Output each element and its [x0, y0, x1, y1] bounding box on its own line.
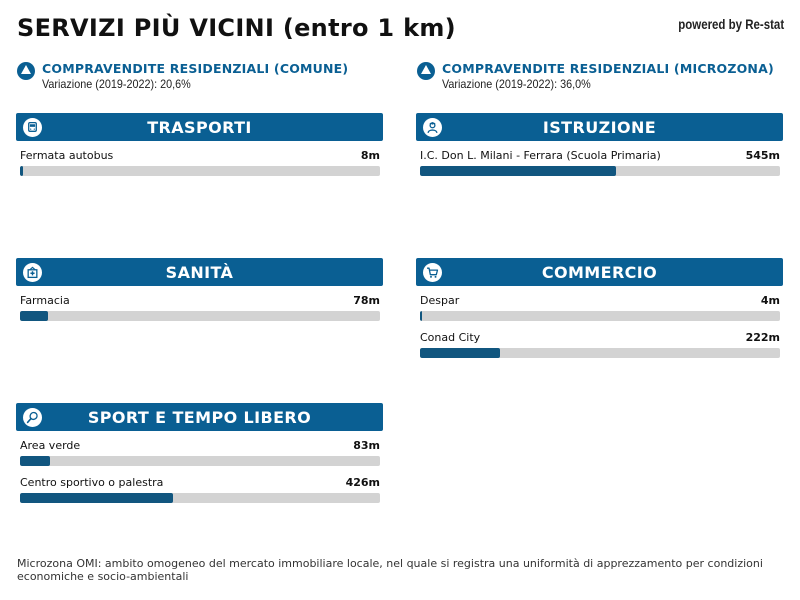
- service-name: Farmacia: [20, 294, 70, 307]
- service-item: [20, 149, 380, 176]
- trend-subtitle: Variazione (2019-2022): 36,0%: [442, 77, 591, 91]
- trend-microzona: [417, 61, 774, 91]
- service-item: [20, 294, 380, 321]
- tennis-icon: [23, 408, 42, 427]
- powered-by-logo: powered by Re-stat: [678, 16, 784, 32]
- service-item: [20, 476, 380, 503]
- footnote: Microzona OMI: ambito omogeneo del mercato immobiliare locale, nel quale si registra una uniformità di apprezzamento per condizioni economiche e socio-ambientali: [17, 557, 763, 583]
- distance-bar: [20, 493, 380, 503]
- hospital-icon: [23, 263, 42, 282]
- section-header: [416, 258, 783, 286]
- service-distance: 545m: [745, 149, 780, 162]
- trend-comune: [17, 61, 348, 91]
- service-name: Fermata autobus: [20, 149, 114, 162]
- service-distance: 8m: [360, 149, 380, 162]
- service-item: [420, 331, 780, 358]
- section-header: [16, 258, 383, 286]
- service-item: [420, 149, 780, 176]
- section-commercio: [416, 258, 783, 358]
- page-title: SERVIZI PIÙ VICINI (entro 1 km): [17, 14, 456, 42]
- distance-bar-fill: [420, 311, 422, 321]
- service-distance: 4m: [760, 294, 780, 307]
- section-trasporti: [16, 113, 383, 176]
- distance-bar-fill: [20, 166, 23, 176]
- section-header: [16, 403, 383, 431]
- service-item: [20, 439, 380, 466]
- service-distance: 426m: [345, 476, 380, 489]
- distance-bar-fill: [420, 166, 616, 176]
- distance-bar-fill: [420, 348, 500, 358]
- section-sport: [16, 403, 383, 503]
- trend-title: COMPRAVENDITE RESIDENZIALI (MICROZONA): [442, 61, 774, 76]
- section-header: [416, 113, 783, 141]
- section-title: SPORT E TEMPO LIBERO: [87, 407, 312, 427]
- bus-icon: [23, 118, 42, 137]
- section-istruzione: [416, 113, 783, 176]
- distance-bar: [20, 166, 380, 176]
- section-title: SANITÀ: [165, 262, 234, 282]
- distance-bar-fill: [20, 311, 48, 321]
- section-title: ISTRUZIONE: [542, 117, 657, 137]
- service-item: [420, 294, 780, 321]
- service-name: Centro sportivo o palestra: [20, 476, 164, 489]
- service-name: Despar: [420, 294, 460, 307]
- service-name: Conad City: [420, 331, 481, 344]
- distance-bar-fill: [20, 493, 173, 503]
- service-name: I.C. Don L. Milani - Ferrara (Scuola Primaria): [420, 149, 661, 162]
- service-name: Area verde: [20, 439, 81, 452]
- distance-bar: [20, 456, 380, 466]
- distance-bar: [420, 166, 780, 176]
- distance-bar-fill: [20, 456, 50, 466]
- distance-bar: [20, 311, 380, 321]
- section-title: COMMERCIO: [541, 262, 658, 282]
- section-title: TRASPORTI: [147, 117, 252, 137]
- distance-bar: [420, 311, 780, 321]
- student-icon: [423, 118, 442, 137]
- trend-up-icon: [17, 62, 35, 80]
- trend-subtitle: Variazione (2019-2022): 20,6%: [42, 77, 191, 91]
- cart-icon: [423, 263, 442, 282]
- service-distance: 222m: [745, 331, 780, 344]
- distance-bar: [420, 348, 780, 358]
- section-header: [16, 113, 383, 141]
- trend-up-icon: [417, 62, 435, 80]
- service-distance: 78m: [353, 294, 380, 307]
- trend-title: COMPRAVENDITE RESIDENZIALI (COMUNE): [42, 61, 349, 76]
- section-sanita: [16, 258, 383, 321]
- service-distance: 83m: [353, 439, 380, 452]
